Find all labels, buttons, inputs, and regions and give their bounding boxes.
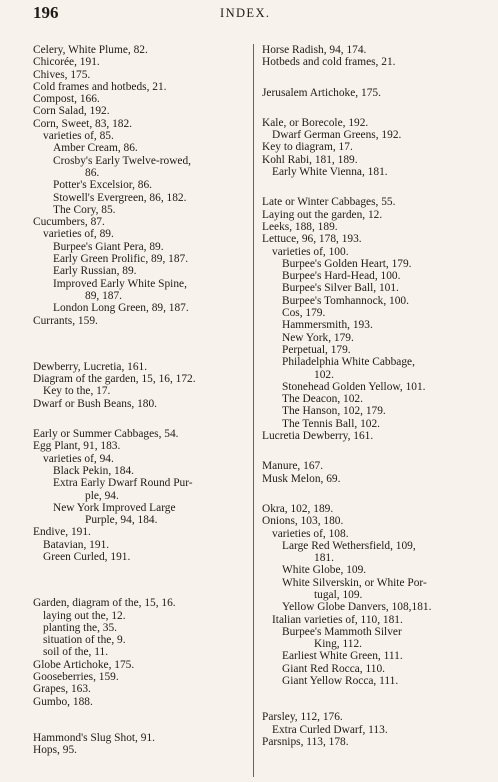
index-entry: Kohl Rabi, 181, 189. — [262, 153, 358, 166]
index-entry: Leeks, 188, 189. — [262, 220, 338, 233]
index-entry: White Globe, 109. — [282, 564, 367, 577]
index-entry: Laying out the garden, 12. — [262, 208, 383, 221]
index-entry: Burpee's Silver Ball, 101. — [282, 282, 399, 295]
entry-gap — [33, 327, 245, 361]
entry-gap — [33, 708, 245, 732]
entry-gap — [262, 178, 472, 196]
index-entry: laying out the, 12. — [43, 609, 126, 622]
index-entry: New York, 179. — [282, 331, 354, 344]
column-divider — [253, 44, 254, 777]
index-entry: Early Green Prolific, 89, 187. — [53, 253, 189, 266]
entry-gap — [262, 442, 472, 460]
index-entry: Globe Artichoke, 175. — [33, 658, 135, 671]
index-entry: Giant Yellow Rocca, 111. — [282, 675, 399, 688]
index-entry: Potter's Excelsior, 86. — [53, 179, 153, 192]
index-entry: Earliest White Green, 111. — [282, 650, 403, 663]
index-entry-continuation: ple, 94. — [85, 489, 119, 502]
index-entry: Hotbeds and cold frames, 21. — [262, 56, 396, 69]
index-entry: Early Russian, 89. — [53, 265, 137, 278]
entry-gap — [262, 69, 472, 87]
index-entry: Dwarf German Greens, 192. — [272, 129, 402, 142]
index-entry: varieties of, 89. — [43, 228, 114, 241]
index-entry: Burpee's Tomhannock, 100. — [282, 294, 409, 307]
index-entry: Large Red Wethersfield, 109, — [282, 539, 416, 552]
index-entry: Grapes, 163. — [33, 683, 91, 696]
index-entry: Okra, 102, 189. — [262, 502, 334, 515]
index-entry: planting the, 35. — [43, 621, 118, 634]
index-entry: The Tennis Ball, 102. — [282, 417, 381, 430]
index-entry: Lettuce, 96, 178, 193. — [262, 233, 362, 246]
index-entry: The Hanson, 102, 179. — [282, 405, 386, 418]
index-entry: Burpee's Hard-Head, 100. — [282, 270, 401, 283]
index-entry: Stonehead Golden Yellow, 101. — [282, 380, 426, 393]
index-entry: situation of the, 9. — [43, 634, 126, 647]
index-entry: Extra Early Dwarf Round Pur- — [53, 477, 193, 490]
index-column-right — [262, 44, 472, 748]
index-entry: Early or Summer Cabbages, 54. — [33, 428, 179, 441]
index-entry: Diagram of the garden, 15, 16, 172. — [33, 373, 196, 386]
index-entry: Burpee's Giant Pera, 89. — [53, 240, 164, 253]
index-entry: Cold frames and hotbeds, 21. — [33, 80, 167, 93]
index-entry: Yellow Globe Danvers, 108,181. — [282, 601, 432, 614]
index-entry: Corn Salad, 192. — [33, 105, 110, 118]
entry-gap — [33, 563, 245, 597]
index-entry: Late or Winter Cabbages, 55. — [262, 196, 396, 209]
index-entry: Horse Radish, 94, 174. — [262, 44, 367, 56]
index-entry-continuation: 86. — [85, 166, 100, 179]
index-column-left — [33, 44, 245, 757]
index-entry: Gumbo, 188. — [33, 695, 93, 708]
index-entry: The Deacon, 102. — [282, 393, 363, 406]
index-entry-continuation: King, 112. — [314, 638, 362, 651]
index-entry: Burpee's Mammoth Silver — [282, 625, 402, 638]
index-entry: Perpetual, 179. — [282, 343, 351, 356]
index-entry-continuation: tugal, 109. — [314, 588, 363, 601]
index-entry-continuation: 181. — [314, 552, 334, 565]
index-entry: Corn, Sweet, 83, 182. — [33, 117, 133, 130]
running-head: INDEX. — [220, 6, 271, 20]
entry-gap — [262, 687, 472, 711]
index-entry: Hammersmith, 193. — [282, 319, 373, 332]
entry-gap — [262, 485, 472, 503]
index-entry: Key to the, 17. — [43, 385, 111, 398]
index-entry: Egg Plant, 91, 183. — [33, 440, 121, 453]
index-entry: Cos, 179. — [282, 307, 326, 320]
index-entry: Parsnips, 113, 178. — [262, 735, 349, 748]
index-entry: Onions, 103, 180. — [262, 515, 344, 528]
index-entry: Hammond's Slug Shot, 91. — [33, 731, 155, 744]
index-entry-continuation: Purple, 94, 184. — [85, 514, 158, 527]
index-entry: varieties of, 108. — [272, 527, 349, 540]
index-entry: Black Pekin, 184. — [53, 464, 134, 477]
index-entry-continuation: 102. — [314, 368, 334, 381]
index-entry: Compost, 166. — [33, 93, 100, 106]
index-entry: Currants, 159. — [33, 314, 98, 327]
index-entry: Chives, 175. — [33, 68, 91, 81]
page-number: 196 — [33, 3, 59, 22]
index-entry: Musk Melon, 69. — [262, 472, 341, 485]
index-entry: Dwarf or Bush Beans, 180. — [33, 397, 158, 410]
index-entry: varieties of, 100. — [272, 245, 349, 258]
entry-gap — [262, 99, 472, 117]
index-entry: Jerusalem Artichoke, 175. — [262, 86, 381, 99]
index-entry-continuation: 89, 187. — [85, 289, 123, 302]
index-entry: London Long Green, 89, 187. — [53, 302, 189, 315]
index-entry: Improved Early White Spine, — [53, 277, 187, 290]
index-entry: Cucumbers, 87. — [33, 216, 105, 229]
index-entry: New York Improved Large — [53, 501, 176, 514]
index-entry: The Cory, 85. — [53, 203, 116, 216]
entry-gap — [33, 410, 245, 428]
index-entry: Dewberry, Lucretia, 161. — [33, 360, 148, 373]
index-entry: White Silverskin, or White Por- — [282, 576, 427, 589]
index-entry: Early White Vienna, 181. — [272, 166, 388, 179]
index-entry: Lucretia Dewberry, 161. — [262, 430, 374, 443]
index-entry: Key to diagram, 17. — [262, 141, 353, 154]
index-entry: Italian varieties of, 110, 181. — [272, 613, 403, 626]
index-entry: Philadelphia White Cabbage, — [282, 356, 415, 369]
index-entry: Endive, 191. — [33, 526, 91, 539]
index-entry: Burpee's Golden Heart, 179. — [282, 257, 412, 270]
index-entry: Kale, or Borecole, 192. — [262, 116, 369, 129]
index-entry: Hops, 95. — [33, 744, 77, 757]
index-entry: Celery, White Plume, 82. — [33, 44, 148, 56]
index-entry: varieties of, 85. — [43, 130, 114, 143]
index-entry: Chicorée, 191. — [33, 56, 100, 69]
index-entry: varieties of, 94. — [43, 452, 114, 465]
index-entry: Green Curled, 191. — [43, 550, 131, 563]
index-entry: Manure, 167. — [262, 460, 324, 473]
index-entry: Crosby's Early Twelve-rowed, — [53, 154, 192, 167]
index-entry: Stowell's Evergreen, 86, 182. — [53, 191, 187, 204]
index-entry: Batavian, 191. — [43, 538, 110, 551]
index-entry: Giant Red Rocca, 110. — [282, 662, 386, 675]
index-entry: Garden, diagram of the, 15, 16. — [33, 597, 176, 610]
index-entry: Extra Curled Dwarf, 113. — [272, 723, 388, 736]
index-entry: Parsley, 112, 176. — [262, 711, 343, 724]
index-entry: Amber Cream, 86. — [53, 142, 138, 155]
index-entry: soil of the, 11. — [43, 646, 109, 659]
index-entry: Gooseberries, 159. — [33, 671, 119, 684]
